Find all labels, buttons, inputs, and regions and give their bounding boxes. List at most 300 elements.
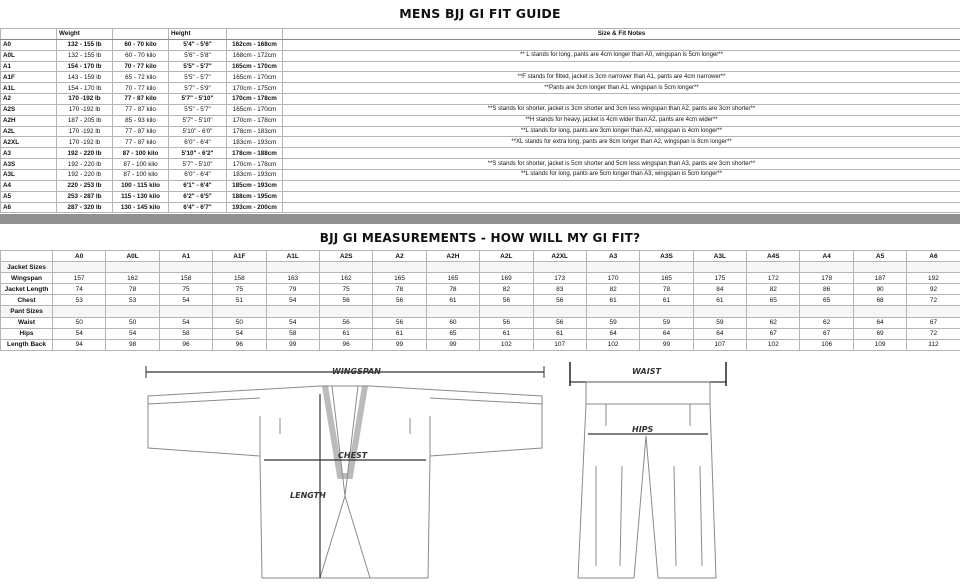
- measurement-value: 61: [480, 328, 533, 339]
- row-weight-lb: 170 -192 lb: [57, 126, 113, 137]
- measurement-value: 173: [533, 273, 586, 284]
- empty-cell: [159, 262, 212, 273]
- row-height-ft: 6'1" - 6'4": [169, 180, 227, 191]
- empty-cell: [480, 262, 533, 273]
- row-note: **L stands for long, pants are 3cm longer than A2, wingspan is 4cm longer**: [283, 126, 960, 137]
- row-height-cm: 183cm - 193cm: [227, 169, 283, 180]
- empty-cell: [533, 262, 586, 273]
- measurement-value: 62: [747, 317, 800, 328]
- row-weight-kilo: 60 - 70 kilo: [113, 39, 169, 50]
- measurement-value: 163: [266, 273, 319, 284]
- measurement-label: Jacket Length: [1, 284, 53, 295]
- row-weight-kilo: 85 - 93 kilo: [113, 115, 169, 126]
- row-weight-kilo: 65 - 72 kilo: [113, 72, 169, 83]
- measurement-value: 61: [426, 295, 479, 306]
- measurement-value: 65: [426, 328, 479, 339]
- measurement-value: 172: [747, 273, 800, 284]
- fit-guide-row: [1, 94, 960, 105]
- row-size: A0L: [1, 50, 57, 61]
- empty-cell: [907, 262, 960, 273]
- measurement-value: 53: [53, 295, 106, 306]
- measurement-value: 79: [266, 284, 319, 295]
- empty-cell: [319, 306, 372, 317]
- measurement-value: 74: [53, 284, 106, 295]
- row-height-cm: 170cm - 175cm: [227, 83, 283, 94]
- measurement-value: 64: [693, 328, 746, 339]
- row-weight-lb: 287 - 320 lb: [57, 202, 113, 213]
- size-header: A0L: [106, 251, 159, 262]
- row-note: **S stands for shorter, jacket is 5cm shorter and 5cm less wingspan than A3, pants are 3cm shorter**: [283, 159, 960, 170]
- measurement-value: 112: [907, 339, 960, 350]
- row-weight-kilo: 77 - 87 kilo: [113, 126, 169, 137]
- row-height-ft: 6'2" - 6'5": [169, 191, 227, 202]
- row-note: **F stands for fitted, jacket is 3cm narrower than A1, pants are 4cm narrower**: [283, 72, 960, 83]
- measurement-value: 75: [213, 284, 266, 295]
- row-size: A2S: [1, 104, 57, 115]
- row-weight-lb: 132 - 155 lb: [57, 50, 113, 61]
- fit-guide-row: [1, 191, 960, 202]
- measurement-value: 65: [747, 295, 800, 306]
- measurement-value: 102: [747, 339, 800, 350]
- row-height-ft: 5'10" - 6'2": [169, 148, 227, 159]
- row-height-ft: 5'7" - 5'10": [169, 94, 227, 105]
- waist-label: WAIST: [632, 367, 661, 376]
- measurement-value: 158: [159, 273, 212, 284]
- measurement-value: 83: [533, 284, 586, 295]
- row-size: A3L: [1, 169, 57, 180]
- row-weight-kilo: 87 - 100 kilo: [113, 159, 169, 170]
- row-weight-lb: 143 - 159 lb: [57, 72, 113, 83]
- measurement-row: [1, 295, 960, 306]
- measurement-value: 60: [426, 317, 479, 328]
- measurement-value: 50: [53, 317, 106, 328]
- measurement-value: 107: [533, 339, 586, 350]
- measurement-value: 50: [106, 317, 159, 328]
- row-height-ft: 5'5" - 5'7": [169, 104, 227, 115]
- size-header: A3L: [693, 251, 746, 262]
- measurement-value: 67: [907, 317, 960, 328]
- empty-cell: [693, 262, 746, 273]
- measurement-value: 61: [586, 295, 639, 306]
- row-height-cm: 188cm - 195cm: [227, 191, 283, 202]
- row-weight-kilo: 87 - 100 kilo: [113, 148, 169, 159]
- measurement-value: 51: [213, 295, 266, 306]
- group-label: Pant Sizes: [1, 306, 53, 317]
- fit-guide-row: [1, 159, 960, 170]
- measurements-title: BJJ GI MEASUREMENTS - HOW WILL MY GI FIT?: [319, 231, 641, 245]
- row-weight-kilo: 60 - 70 kilo: [113, 50, 169, 61]
- measurement-value: 69: [853, 328, 906, 339]
- measurement-value: 165: [426, 273, 479, 284]
- measurement-value: 78: [426, 284, 479, 295]
- row-note: [283, 94, 960, 105]
- row-height-ft: 5'5" - 5'7": [169, 72, 227, 83]
- measurement-value: 106: [800, 339, 853, 350]
- measurement-value: 169: [480, 273, 533, 284]
- header-weight-kilo: [113, 29, 169, 40]
- measurement-value: 92: [907, 284, 960, 295]
- empty-cell: [426, 262, 479, 273]
- measurement-value: 82: [747, 284, 800, 295]
- measurement-row: [1, 317, 960, 328]
- row-note: [283, 148, 960, 159]
- measurement-value: 59: [586, 317, 639, 328]
- fit-guide-row: [1, 104, 960, 115]
- measurement-value: 170: [586, 273, 639, 284]
- measurement-value: 175: [693, 273, 746, 284]
- measurement-value: 96: [213, 339, 266, 350]
- row-height-ft: 6'0" - 6'4": [169, 169, 227, 180]
- measurement-value: 54: [106, 328, 159, 339]
- empty-cell: [373, 262, 426, 273]
- row-height-cm: 193cm - 200cm: [227, 202, 283, 213]
- row-weight-kilo: 70 - 77 kilo: [113, 61, 169, 72]
- measurement-value: 99: [640, 339, 693, 350]
- measurement-value: 58: [266, 328, 319, 339]
- hips-label: HIPS: [632, 425, 654, 434]
- measurement-value: 61: [693, 295, 746, 306]
- empty-cell: [106, 306, 159, 317]
- measurement-value: 187: [853, 273, 906, 284]
- row-size: A1F: [1, 72, 57, 83]
- fit-guide-row: [1, 180, 960, 191]
- measurement-label: Wingspan: [1, 273, 53, 284]
- measurement-value: 54: [213, 328, 266, 339]
- fit-guide-row: [1, 126, 960, 137]
- size-header: A4: [800, 251, 853, 262]
- fit-guide-row: [1, 72, 960, 83]
- measurement-value: 54: [53, 328, 106, 339]
- size-header: A1: [159, 251, 212, 262]
- measurement-value: 165: [640, 273, 693, 284]
- empty-cell: [907, 306, 960, 317]
- measurement-value: 65: [800, 295, 853, 306]
- group-label: Jacket Sizes: [1, 262, 53, 273]
- fit-guide-row: [1, 83, 960, 94]
- jacket-diagram: [140, 356, 550, 582]
- measurement-value: 78: [106, 284, 159, 295]
- measurement-group-row: [1, 262, 960, 273]
- measurement-value: 78: [640, 284, 693, 295]
- empty-cell: [266, 262, 319, 273]
- size-header: A5: [853, 251, 906, 262]
- measurement-row: [1, 328, 960, 339]
- measurement-value: 56: [533, 295, 586, 306]
- row-note: ** L stands for long, pants are 4cm longer than A0, wingspan is 5cm longer**: [283, 50, 960, 61]
- row-height-cm: 170cm - 178cm: [227, 94, 283, 105]
- row-note: [283, 202, 960, 213]
- row-size: A6: [1, 202, 57, 213]
- empty-cell: [213, 262, 266, 273]
- measurement-value: 75: [159, 284, 212, 295]
- fit-guide-title: MENS BJJ GI FIT GUIDE: [399, 6, 561, 21]
- row-height-cm: 183cm - 193cm: [227, 137, 283, 148]
- measurement-value: 94: [53, 339, 106, 350]
- row-weight-kilo: 70 - 77 kilo: [113, 83, 169, 94]
- header-size: [1, 29, 57, 40]
- wingspan-label: WINGSPAN: [332, 367, 381, 376]
- row-weight-lb: 170 -192 lb: [57, 104, 113, 115]
- empty-cell: [747, 262, 800, 273]
- row-weight-kilo: 77 - 87 kilo: [113, 104, 169, 115]
- measurement-label: Length Back: [1, 339, 53, 350]
- measurement-value: 75: [319, 284, 372, 295]
- empty-cell: [800, 306, 853, 317]
- row-height-ft: 5'5" - 5'7": [169, 61, 227, 72]
- measurement-value: 56: [319, 317, 372, 328]
- empty-cell: [853, 306, 906, 317]
- empty-cell: [533, 306, 586, 317]
- measurement-value: 99: [373, 339, 426, 350]
- row-height-ft: 5'6" - 5'8": [169, 50, 227, 61]
- empty-cell: [747, 306, 800, 317]
- measurement-value: 64: [640, 328, 693, 339]
- row-height-cm: 165cm - 170cm: [227, 72, 283, 83]
- measurement-value: 178: [800, 273, 853, 284]
- size-header: A2S: [319, 251, 372, 262]
- measurement-row: [1, 339, 960, 350]
- size-header: A3: [586, 251, 639, 262]
- measurement-value: 107: [693, 339, 746, 350]
- row-height-ft: 6'4" - 6'7": [169, 202, 227, 213]
- empty-cell: [106, 262, 159, 273]
- measurement-row: [1, 273, 960, 284]
- measurement-value: 56: [319, 295, 372, 306]
- measurement-value: 165: [373, 273, 426, 284]
- empty-cell: [800, 262, 853, 273]
- row-height-cm: 165cm - 170cm: [227, 61, 283, 72]
- measurement-value: 158: [213, 273, 266, 284]
- header-height: Height: [169, 29, 227, 40]
- row-height-ft: 5'10" - 6'0": [169, 126, 227, 137]
- measurement-value: 56: [533, 317, 586, 328]
- measurements-table: [0, 250, 960, 351]
- measurement-value: 64: [586, 328, 639, 339]
- row-weight-kilo: 115 - 130 kilo: [113, 191, 169, 202]
- row-size: A2XL: [1, 137, 57, 148]
- row-note: **L stands for long, pants are 5cm longer than A3, wingspan is 5cm longer**: [283, 169, 960, 180]
- row-weight-lb: 253 - 287 lb: [57, 191, 113, 202]
- measurement-value: 54: [159, 317, 212, 328]
- fit-guide-row: [1, 115, 960, 126]
- row-size: A1: [1, 61, 57, 72]
- measurement-value: 162: [106, 273, 159, 284]
- row-weight-lb: 220 - 253 lb: [57, 180, 113, 191]
- measurement-value: 56: [480, 295, 533, 306]
- measurement-value: 56: [373, 317, 426, 328]
- empty-cell: [640, 262, 693, 273]
- row-note: **XL stands for extra long, pants are 8cm longer than A2, wingspan is 8cm longer**: [283, 137, 960, 148]
- row-size: A0: [1, 39, 57, 50]
- row-weight-lb: 154 - 170 lb: [57, 83, 113, 94]
- measurement-value: 82: [480, 284, 533, 295]
- size-header: A2H: [426, 251, 479, 262]
- measurement-value: 67: [800, 328, 853, 339]
- row-weight-lb: 192 - 220 lb: [57, 169, 113, 180]
- row-weight-lb: 132 - 155 lb: [57, 39, 113, 50]
- row-height-cm: 162cm - 168cm: [227, 39, 283, 50]
- fit-guide-row: [1, 169, 960, 180]
- size-header: A4S: [747, 251, 800, 262]
- measurement-value: 59: [640, 317, 693, 328]
- row-note: [283, 61, 960, 72]
- measurement-value: 78: [373, 284, 426, 295]
- empty-cell: [159, 306, 212, 317]
- row-note: **S stands for shorter, jacket is 3cm shorter and 3cm less wingspan than A2, pants are 3cm shorter**: [283, 104, 960, 115]
- measurement-value: 56: [480, 317, 533, 328]
- size-header: A3S: [640, 251, 693, 262]
- row-note: [283, 39, 960, 50]
- size-header: A2XL: [533, 251, 586, 262]
- row-weight-lb: 187 - 205 lb: [57, 115, 113, 126]
- row-height-cm: 178cm - 188cm: [227, 148, 283, 159]
- measurement-value: 162: [319, 273, 372, 284]
- row-note: [283, 191, 960, 202]
- row-note: **H stands for heavy, jacket is 4cm wider than A2, pants are 4cm wider**: [283, 115, 960, 126]
- measurement-value: 61: [640, 295, 693, 306]
- size-header: A2: [373, 251, 426, 262]
- measurement-label: Hips: [1, 328, 53, 339]
- measurement-value: 54: [266, 317, 319, 328]
- row-size: A5: [1, 191, 57, 202]
- measurement-value: 61: [373, 328, 426, 339]
- measurement-value: 157: [53, 273, 106, 284]
- row-size: A1L: [1, 83, 57, 94]
- fit-guide-row: [1, 61, 960, 72]
- measurement-value: 58: [159, 328, 212, 339]
- row-size: A3: [1, 148, 57, 159]
- row-note: **Pants are 3cm longer than A1, wingspan is 5cm longer**: [283, 83, 960, 94]
- row-height-cm: 170cm - 178cm: [227, 159, 283, 170]
- size-header: A6: [907, 251, 960, 262]
- measurement-row: [1, 284, 960, 295]
- measurement-value: 82: [586, 284, 639, 295]
- row-height-ft: 5'7" - 5'10": [169, 159, 227, 170]
- row-weight-kilo: 130 - 145 kilo: [113, 202, 169, 213]
- fit-guide-row: [1, 202, 960, 213]
- row-height-cm: 185cm - 193cm: [227, 180, 283, 191]
- measurement-value: 96: [319, 339, 372, 350]
- measurement-label: Waist: [1, 317, 53, 328]
- row-height-cm: 178cm - 183cm: [227, 126, 283, 137]
- row-weight-lb: 192 - 220 lb: [57, 159, 113, 170]
- fit-guide-row: [1, 50, 960, 61]
- measurement-label: Chest: [1, 295, 53, 306]
- row-size: A2: [1, 94, 57, 105]
- empty-cell: [373, 306, 426, 317]
- measurement-value: 59: [693, 317, 746, 328]
- row-weight-kilo: 100 - 115 kilo: [113, 180, 169, 191]
- empty-cell: [426, 306, 479, 317]
- empty-cell: [586, 306, 639, 317]
- empty-cell: [586, 262, 639, 273]
- length-label: LENGTH: [290, 491, 326, 500]
- row-weight-lb: 170 -192 lb: [57, 137, 113, 148]
- fit-guide-row: [1, 39, 960, 50]
- measurement-value: 64: [853, 317, 906, 328]
- measurement-value: 56: [373, 295, 426, 306]
- measurement-value: 192: [907, 273, 960, 284]
- empty-cell: [213, 306, 266, 317]
- fit-guide-header-row: [1, 29, 960, 40]
- size-header: A2L: [480, 251, 533, 262]
- row-height-ft: 6'0" - 6'4": [169, 137, 227, 148]
- size-header: A1L: [266, 251, 319, 262]
- header-height-cm: [227, 29, 283, 40]
- measurement-group-row: [1, 306, 960, 317]
- measurement-value: 99: [426, 339, 479, 350]
- measurement-value: 99: [266, 339, 319, 350]
- measurement-value: 50: [213, 317, 266, 328]
- row-size: A2H: [1, 115, 57, 126]
- measurement-value: 102: [586, 339, 639, 350]
- header-weight: Weight: [57, 29, 113, 40]
- row-size: A3S: [1, 159, 57, 170]
- measurement-value: 109: [853, 339, 906, 350]
- measurement-value: 84: [693, 284, 746, 295]
- size-header: A0: [53, 251, 106, 262]
- row-weight-lb: 154 - 170 lb: [57, 61, 113, 72]
- measurement-value: 54: [159, 295, 212, 306]
- row-weight-kilo: 87 - 100 kilo: [113, 169, 169, 180]
- fit-guide-row: [1, 137, 960, 148]
- size-header: A1F: [213, 251, 266, 262]
- row-height-ft: 5'4" - 5'6": [169, 39, 227, 50]
- empty-cell: [480, 306, 533, 317]
- fit-guide-row: [1, 148, 960, 159]
- measurement-value: 54: [266, 295, 319, 306]
- empty-cell: [266, 306, 319, 317]
- section-divider: [0, 214, 960, 224]
- measurement-value: 62: [800, 317, 853, 328]
- measurement-value: 72: [907, 295, 960, 306]
- measurement-value: 72: [907, 328, 960, 339]
- row-weight-lb: 192 - 220 lb: [57, 148, 113, 159]
- row-height-ft: 5'7" - 5'10": [169, 115, 227, 126]
- row-height-ft: 5'7" - 5'9": [169, 83, 227, 94]
- row-size: A2L: [1, 126, 57, 137]
- row-height-cm: 165cm - 170cm: [227, 104, 283, 115]
- measurements-corner: [1, 251, 53, 262]
- empty-cell: [640, 306, 693, 317]
- measurement-value: 53: [106, 295, 159, 306]
- empty-cell: [853, 262, 906, 273]
- fit-guide-table: [0, 28, 960, 213]
- empty-cell: [53, 306, 106, 317]
- row-weight-kilo: 77 - 87 kilo: [113, 137, 169, 148]
- empty-cell: [693, 306, 746, 317]
- header-notes: Size & Fit Notes: [283, 29, 960, 40]
- measurement-value: 68: [853, 295, 906, 306]
- measurements-header-row: [1, 251, 960, 262]
- pants-diagram: [566, 356, 730, 582]
- empty-cell: [319, 262, 372, 273]
- measurement-value: 102: [480, 339, 533, 350]
- empty-cell: [53, 262, 106, 273]
- row-size: A4: [1, 180, 57, 191]
- measurement-value: 61: [319, 328, 372, 339]
- row-height-cm: 170cm - 178cm: [227, 115, 283, 126]
- measurement-value: 67: [747, 328, 800, 339]
- row-note: [283, 180, 960, 191]
- row-weight-lb: 170 -192 lb: [57, 94, 113, 105]
- chest-label: CHEST: [338, 451, 368, 460]
- measurement-value: 98: [106, 339, 159, 350]
- measurement-value: 96: [159, 339, 212, 350]
- measurement-value: 61: [533, 328, 586, 339]
- measurement-value: 90: [853, 284, 906, 295]
- row-weight-kilo: 77 - 87 kilo: [113, 94, 169, 105]
